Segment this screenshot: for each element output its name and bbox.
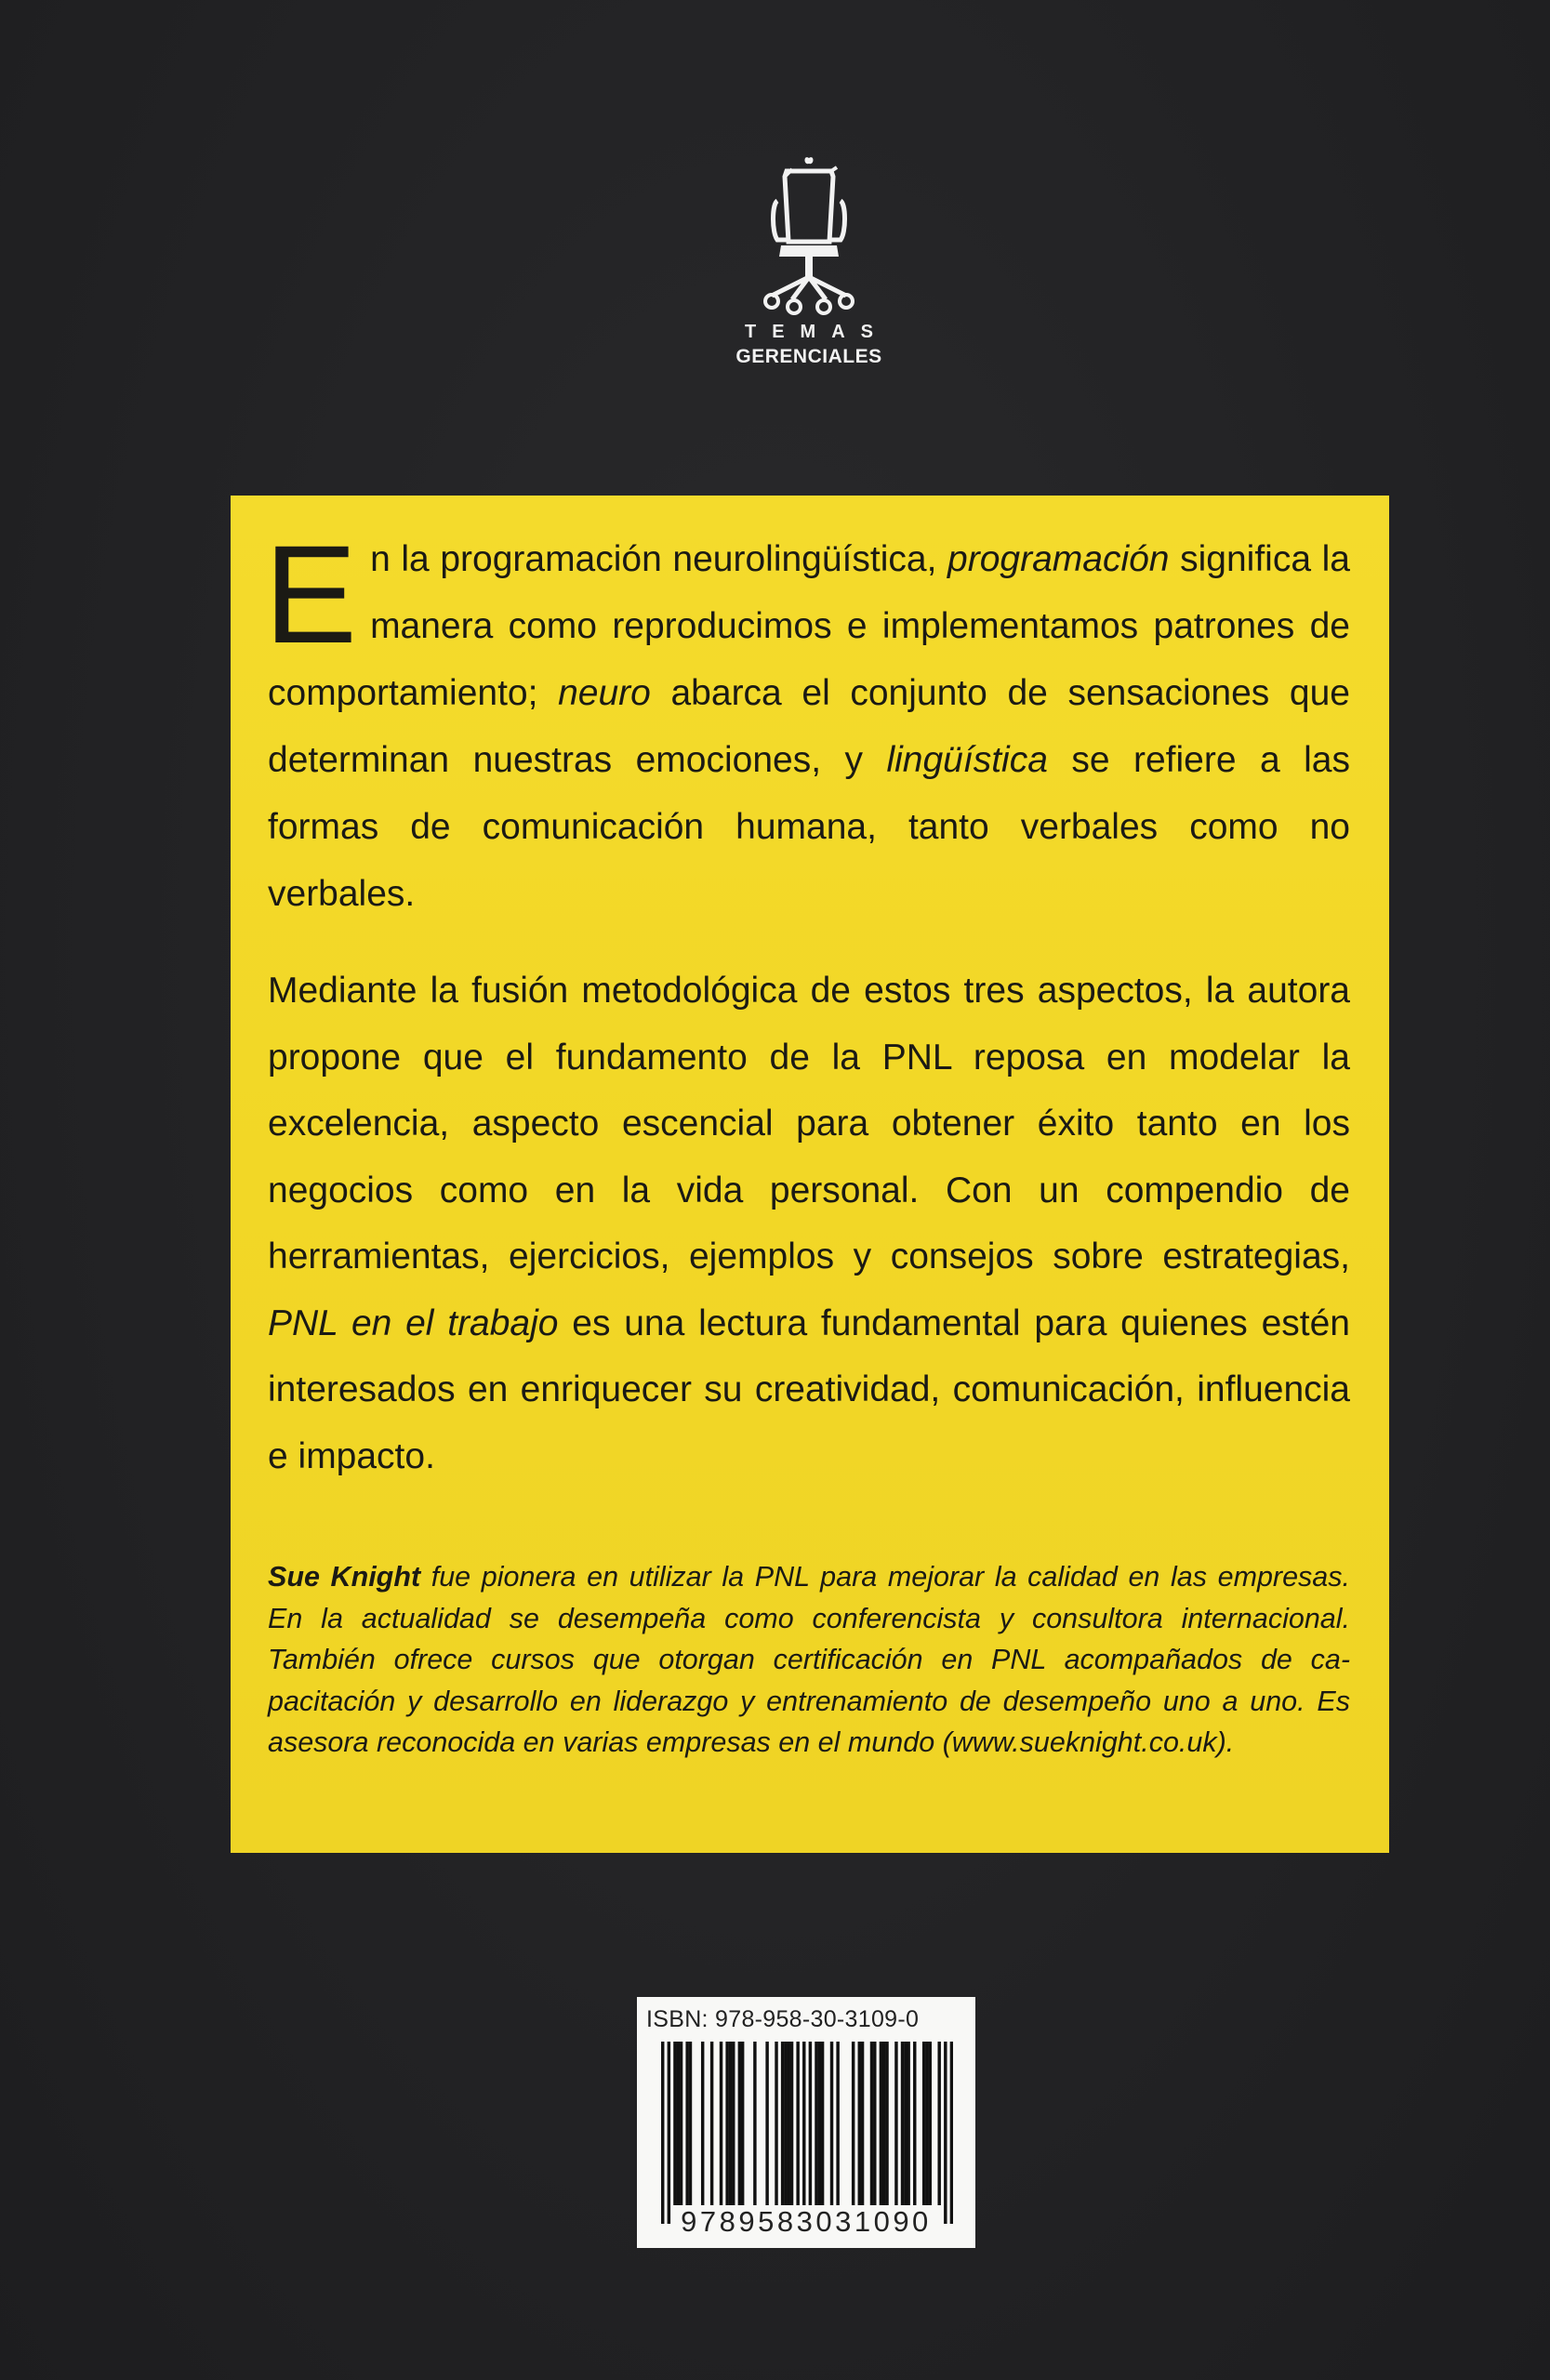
barcode-bar bbox=[661, 2042, 664, 2224]
barcode-bar bbox=[802, 2042, 805, 2224]
barcode-bar bbox=[937, 2042, 940, 2205]
intro-paragraph: En la programación neurolingüística, programación significa la manera como reproducimos e implementamos patrones de comportamiento; neuro abarca el conjunto de sensaciones que determinan nuestras emociones, y lingüística se refiere a las formas de comunicación humana, tanto verbales como no verbales. bbox=[264, 516, 1350, 914]
barcode-bars bbox=[661, 2042, 953, 2224]
barcode-bar bbox=[765, 2042, 768, 2205]
logo-text-gerenciales: GERENCIALES bbox=[735, 346, 882, 367]
barcode-bar bbox=[861, 2042, 864, 2205]
office-chair-icon bbox=[744, 149, 874, 325]
barcode-bar bbox=[901, 2042, 904, 2205]
book-title: PNL en el trabajo bbox=[268, 1302, 559, 1343]
drop-cap: E bbox=[264, 516, 358, 672]
barcode-bar bbox=[815, 2042, 817, 2205]
barcode-bar bbox=[882, 2042, 885, 2205]
barcode-bar bbox=[796, 2042, 799, 2205]
summary-paragraph: Mediante la fusión metodológica de estos tres aspectos, la autora propone que el fundamento de la PNL reposa en modelar la excelencia, aspecto escencial para obtener éxito tanto en los negocios como en la vida personal. Con un compendio de herramientas, ejercicios, ejemplos y consejos sobre estrategias, PNL en el trabajo es una lectura fundamental para quienes estén interesados en enriquecer su creatividad, comunicación, influencia e impacto. bbox=[268, 971, 1350, 1476]
barcode-bar bbox=[673, 2042, 676, 2205]
barcode-bar bbox=[790, 2042, 793, 2205]
barcode-bar bbox=[781, 2042, 784, 2205]
barcode-bar bbox=[685, 2042, 688, 2205]
barcode-bar bbox=[870, 2042, 873, 2205]
isbn-label: ISBN: 978-958-30-3109-0 bbox=[646, 2006, 920, 2032]
barcode-bar bbox=[913, 2042, 916, 2205]
barcode-bar bbox=[701, 2042, 704, 2205]
barcode-bar bbox=[668, 2042, 670, 2224]
barcode-bar bbox=[732, 2042, 735, 2205]
barcode-bar bbox=[680, 2042, 682, 2205]
barcode-bar bbox=[809, 2042, 812, 2224]
barcode-bar bbox=[741, 2042, 744, 2205]
barcode-bar bbox=[852, 2042, 854, 2205]
author-name: Sue Knight bbox=[268, 1561, 421, 1593]
barcode-bar bbox=[788, 2042, 790, 2205]
barcode-bar bbox=[710, 2042, 713, 2205]
barcode-bar bbox=[738, 2042, 741, 2205]
author-bio: Sue Knight fue pionera en utilizar la PNL para mejorar la calidad en las empresas. En la actualidad se desempeña como conferencista y consultora internacional. También ofrece cursos que otorgan certificación en PNL acompañados de ca-pacitación y desarrollo en liderazgo y entrenamiento de desempeño uno a uno. Es asesora reconocida en varias empresas en el mundo (www.sueknight.co.uk). bbox=[268, 1561, 1350, 1758]
barcode-bar bbox=[784, 2042, 787, 2205]
logo-text-temas: TEMAS bbox=[745, 322, 889, 342]
barcode-bar bbox=[836, 2042, 839, 2205]
barcode-bar bbox=[753, 2042, 756, 2205]
barcode-bar bbox=[818, 2042, 821, 2205]
isbn-barcode bbox=[637, 1997, 975, 2248]
barcode-bar bbox=[922, 2042, 925, 2205]
barcode-bar bbox=[689, 2042, 692, 2205]
barcode-bar bbox=[907, 2042, 909, 2205]
barcode-bar bbox=[880, 2042, 882, 2205]
barcode-bar bbox=[677, 2042, 680, 2205]
barcode-bar bbox=[821, 2042, 824, 2205]
barcode-bar bbox=[720, 2042, 722, 2205]
barcode-bar bbox=[775, 2042, 777, 2205]
publisher-logo bbox=[716, 149, 902, 381]
barcode-bar bbox=[904, 2042, 907, 2205]
barcode-bar bbox=[950, 2042, 953, 2224]
barcode-digits: 9789583031090 bbox=[681, 2205, 932, 2238]
barcode-bar bbox=[729, 2042, 732, 2205]
barcode-bar bbox=[858, 2042, 861, 2205]
barcode-bar bbox=[925, 2042, 928, 2205]
barcode-bar bbox=[885, 2042, 888, 2205]
barcode-bar bbox=[873, 2042, 876, 2205]
barcode-bar bbox=[894, 2042, 897, 2205]
barcode-bar bbox=[944, 2042, 947, 2224]
barcode-bar bbox=[830, 2042, 833, 2205]
barcode-bar bbox=[725, 2042, 728, 2205]
barcode-bar bbox=[929, 2042, 932, 2205]
